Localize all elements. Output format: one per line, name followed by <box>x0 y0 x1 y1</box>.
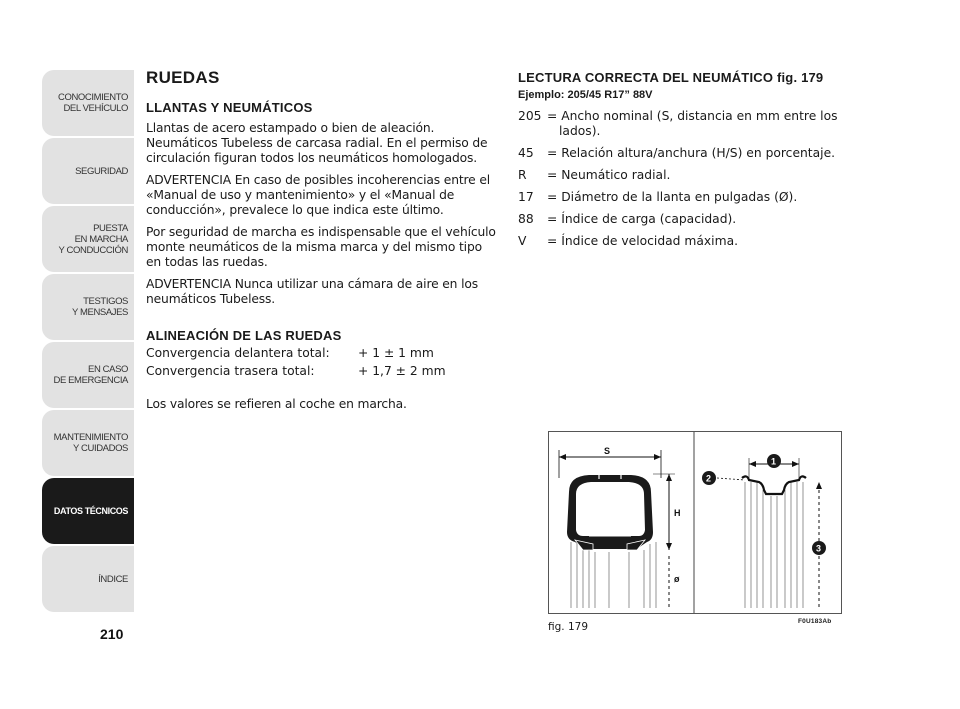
paragraph: ADVERTENCIA Nunca utilizar una cámara de aire en los neumáticos Tubeless. <box>146 277 478 306</box>
tab-emergencia[interactable]: EN CASO DE EMERGENCIA <box>42 342 134 408</box>
legend-text: = Índice de velocidad máxima. <box>547 234 739 248</box>
paragraph: ADVERTENCIA En caso de posibles incoherencias entre el «Manual de uso y mantenimiento» y el «Manual de conducción», prevalece lo que indica este último. <box>146 173 491 217</box>
tire-diagram-svg <box>549 432 841 613</box>
tire-diagram <box>548 431 842 614</box>
tab-testigos[interactable]: TESTIGOS Y MENSAJES <box>42 274 134 340</box>
tab-seguridad[interactable]: SEGURIDAD <box>42 138 134 204</box>
tire-reading-title: LECTURA CORRECTA DEL NEUMÁTICO fig. 179 <box>518 70 824 85</box>
paragraph: Llantas de acero estampado o bien de aleación. Neumáticos Tubeless de carcasa radial. En el permiso de circulación figuran todos los neumáticos homologados. <box>146 121 488 165</box>
subsection-title: LLANTAS Y NEUMÁTICOS <box>146 100 313 115</box>
table-row <box>146 363 446 381</box>
tab-mantenimiento[interactable]: MANTENIMIENTO Y CUIDADOS <box>42 410 134 476</box>
badge-1-label: 1 <box>771 456 777 467</box>
hatch-lines-right <box>745 482 803 608</box>
row-value: + 1,7 ± 2 mm <box>358 364 446 378</box>
alignment-title: ALINEACIÓN DE LAS RUEDAS <box>146 328 342 343</box>
list-item <box>518 190 848 205</box>
rim-profile <box>742 476 806 494</box>
alignment-table <box>146 345 446 381</box>
row-label: Convergencia trasera total: <box>146 364 315 378</box>
figure-code: F0U183Ab <box>798 618 832 625</box>
tire-cavity <box>576 482 645 536</box>
tire-example: Ejemplo: 205/45 R17” 88V <box>518 89 653 101</box>
s-label: S <box>604 446 611 456</box>
chapter-tabs <box>42 70 134 614</box>
h-label: H <box>674 508 681 518</box>
tab-puesta-en-marcha[interactable]: PUESTA EN MARCHA Y CONDUCCIÓN <box>42 206 134 272</box>
legend-key: 205 <box>518 109 542 123</box>
badge-2-label: 2 <box>706 473 712 484</box>
diameter-label: ø <box>674 574 680 584</box>
badge-3-label: 3 <box>816 543 822 554</box>
left-column <box>146 68 498 419</box>
row-label: Convergencia delantera total: <box>146 346 330 360</box>
legend-text: = Diámetro de la llanta en pulgadas (Ø). <box>547 190 798 204</box>
legend-text: = Neumático radial. <box>547 168 671 182</box>
row-value: + 1 ± 1 mm <box>358 346 434 360</box>
list-item <box>518 146 848 161</box>
section-title: RUEDAS <box>146 68 220 87</box>
legend-key: 17 <box>518 190 534 204</box>
right-column <box>518 70 848 256</box>
list-item <box>518 234 848 249</box>
page-number: 210 <box>100 626 124 642</box>
tire-legend <box>518 109 848 249</box>
paragraph: Por seguridad de marcha es indispensable que el vehículo monte neumáticos de la misma marca y del mismo tipo en todas las ruedas. <box>146 225 496 269</box>
list-item <box>518 168 848 183</box>
legend-key: 88 <box>518 212 534 226</box>
tab-indice[interactable]: ÍNDICE <box>42 546 134 612</box>
hatch-lines-left <box>571 542 656 608</box>
legend-text: = Índice de carga (capacidad). <box>547 212 737 226</box>
table-row <box>146 345 446 363</box>
figure-caption: fig. 179 <box>548 621 588 633</box>
tab-conocimiento[interactable]: CONOCIMIENTO DEL VEHÍCULO <box>42 70 134 136</box>
list-item <box>518 212 848 227</box>
legend-key: 45 <box>518 146 534 160</box>
legend-key: V <box>518 234 527 248</box>
legend-text: = Relación altura/anchura (H/S) en porcentaje. <box>547 146 836 160</box>
legend-text: = Ancho nominal (S, distancia en mm entre los lados). <box>547 109 838 138</box>
tab-datos-tecnicos[interactable]: DATOS TÉCNICOS <box>42 478 134 544</box>
list-item <box>518 109 848 139</box>
note: Los valores se refieren al coche en marcha. <box>146 397 407 411</box>
legend-key: R <box>518 168 527 182</box>
